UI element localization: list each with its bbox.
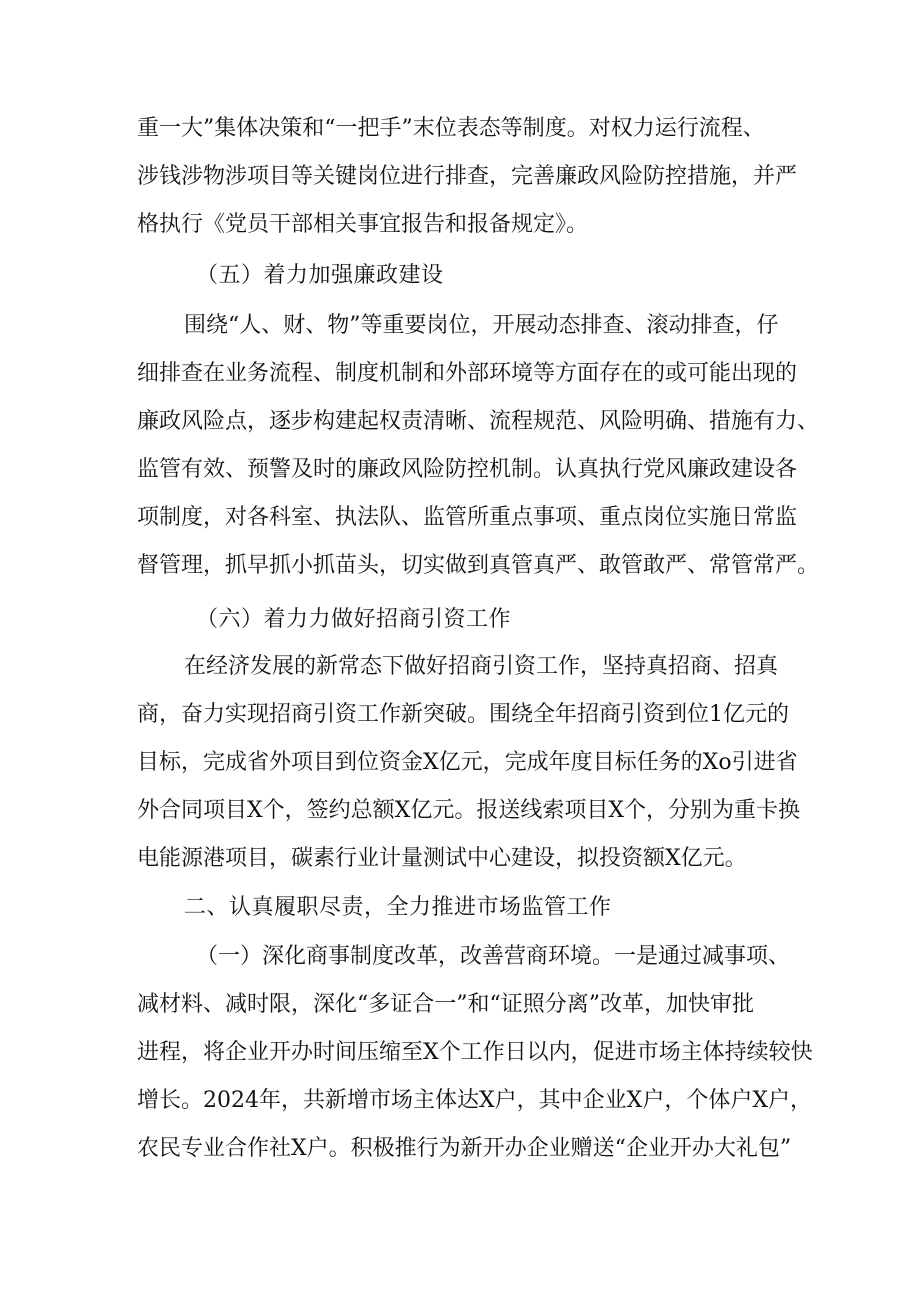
section-heading: （六）着力力做好招商引资工作 [196,607,512,632]
body-text-line: 围绕“人、财、物”等重要岗位，开展动态排查、滚动排查，仔 [184,313,779,338]
body-text-line: （一）深化商事制度改革，改善营商环境。一是通过减事项、 [196,944,791,969]
body-text-line: 农民专业合作社X户。积极推行为新开办企业赠送“企业开办大礼包” [137,1136,792,1161]
body-text-line: 商，奋力实现招商引资工作新突破。围绕全年招商引资到位1亿元的 [137,702,789,727]
section-heading: （五）着力加强廉政建设 [196,263,444,288]
body-text-line: 外合同项目X个，签约总额X亿元。报送线索项目X个，分别为重卡换 [137,798,800,823]
body-text-line: 电能源港项目，碳素行业计量测试中心建设，拟投资额X亿元。 [137,846,747,871]
body-text-line: 目标，完成省外项目到位资金X亿元，完成年度目标任务的Xo引进省 [137,750,798,775]
part-heading: 二、认真履职尽责，全力推进市场监管工作 [184,895,612,920]
body-text-line: 监管有效、预警及时的廉政风险防控机制。认真执行党风廉政建设各 [137,457,798,482]
body-text-line: 减材料、减时限，深化“多证合一”和“证照分离”改革，加快审批 [137,992,754,1017]
body-text-line: 重一大”集体决策和“一把手”末位表态等制度。对权力运行流程、 [137,116,765,141]
body-text-line: 廉政风险点，逐步构建起权责清晰、流程规范、风险明确、措施有力、 [137,409,820,434]
body-text-line: 项制度，对各科室、执法队、监管所重点事项、重点岗位实施日常监 [137,505,798,530]
body-text-line: 督管理，抓早抓小抓苗头，切实做到真管真严、敢管敢严、常管常严。 [137,553,820,578]
body-text-line: 增长。2024年，共新增市场主体达X户，其中企业X户，个体户X户， [137,1088,812,1113]
body-text-line: 进程，将企业开办时间压缩至X个工作日以内，促进市场主体持续较快 [137,1040,813,1065]
body-text-line: 格执行《党员干部相关事宜报告和报备规定》。 [137,212,589,237]
body-text-line: 在经济发展的新常态下做好招商引资工作，坚持真招商、招真 [184,654,779,679]
body-text-line: 涉钱涉物涉项目等关键岗位进行排查，完善廉政风险防控措施，并严 [137,164,798,189]
body-text-line: 细排查在业务流程、制度机制和外部环境等方面存在的或可能出现的 [137,361,798,386]
